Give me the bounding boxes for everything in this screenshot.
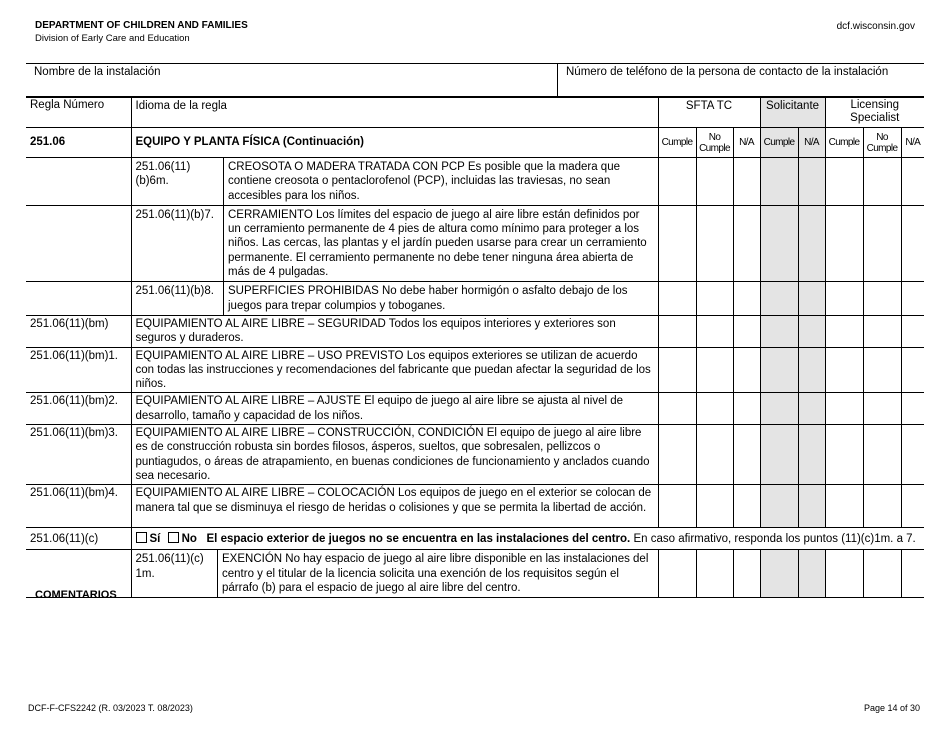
yes-label: Sí	[149, 532, 161, 545]
no-label: No	[181, 532, 197, 545]
rule-text: EQUIPAMIENTO AL AIRE LIBRE – AJUSTE El equipo de juego al aire libre se ajusta al nivel de desarrollo, tamaño y capacidad de los niños.	[131, 393, 658, 425]
table-row	[26, 282, 924, 316]
section-row	[26, 128, 924, 158]
form-id: DCF-F-CFS2242 (R. 03/2023 T. 08/2023)	[28, 703, 193, 713]
check-cell[interactable]	[901, 393, 924, 425]
applicant-na-label: N/A	[798, 128, 825, 158]
check-cell[interactable]	[825, 485, 863, 528]
rule-text: EQUIPAMIENTO AL AIRE LIBRE – COLOCACIÓN Los equipos de juego en el exterior se colocan de manera tal que se disminuya el riesgo de heridas o colisiones y que se permita la libertad de acción.	[131, 485, 658, 528]
check-cell[interactable]	[696, 315, 733, 347]
check-cell[interactable]	[760, 315, 798, 347]
rule-text: SUPERFICIES PROHIBIDAS No debe haber hormigón o asfalto debajo de los juegos para trepar columpios y toboganes.	[228, 285, 628, 312]
check-cell[interactable]	[696, 425, 733, 485]
check-cell[interactable]	[901, 315, 924, 347]
check-cell[interactable]	[733, 485, 760, 528]
check-cell[interactable]	[733, 315, 760, 347]
rule-text: EQUIPAMIENTO AL AIRE LIBRE – CONSTRUCCIÓN, CONDICIÓN El equipo de juego al aire libre es de construcción robusta sin bordes filosos, ásperos, sueltos, que sobresalen, pellizcos o puntiagudos, o áreas de atrapamiento, en buenas condiciones de funcionamiento y anclados cuando sea necesario.	[131, 425, 658, 485]
check-cell[interactable]	[696, 282, 733, 316]
check-cell[interactable]	[798, 550, 825, 598]
check-cell[interactable]	[825, 315, 863, 347]
question-text-rest: En caso afirmativo, responda los puntos (11)(c)1m. a 7.	[630, 532, 916, 545]
check-cell[interactable]	[733, 205, 760, 281]
rule-number: 251.06(11)(bm)4.	[26, 485, 131, 528]
section-title: EQUIPO Y PLANTA FÍSICA (Continuación)	[131, 128, 658, 158]
page-header	[35, 20, 248, 44]
facility-name-field[interactable]: Nombre de la instalación	[26, 64, 558, 96]
section-number: 251.06	[26, 128, 131, 158]
rule-number: 251.06(11)(bm)1.	[26, 347, 131, 393]
table-row	[26, 347, 924, 393]
check-cell[interactable]	[863, 282, 901, 316]
check-cell[interactable]	[798, 158, 825, 206]
check-cell[interactable]	[798, 425, 825, 485]
check-cell[interactable]	[658, 282, 696, 316]
table-row	[26, 158, 924, 206]
check-cell[interactable]	[798, 347, 825, 393]
check-cell[interactable]	[863, 425, 901, 485]
check-cell[interactable]	[696, 347, 733, 393]
check-cell[interactable]	[696, 205, 733, 281]
check-cell[interactable]	[825, 158, 863, 206]
check-cell[interactable]	[733, 550, 760, 598]
check-cell[interactable]	[863, 550, 901, 598]
comments-label: COMENTARIOS	[35, 589, 117, 601]
check-cell[interactable]	[733, 158, 760, 206]
rule-number: 251.06(11)(bm)3.	[26, 425, 131, 485]
check-cell[interactable]	[733, 347, 760, 393]
question-rule-number: 251.06(11)(c)	[26, 528, 131, 550]
licensing-header: Licensing Specialist	[825, 98, 924, 128]
rule-parent-number	[26, 205, 131, 281]
facility-info-row	[26, 63, 924, 98]
rule-text: EQUIPAMIENTO AL AIRE LIBRE – SEGURIDAD Todos los equipos interiores y exteriores son seguros y duraderos.	[131, 315, 658, 347]
division-name: Division of Early Care and Education	[35, 33, 190, 44]
check-cell[interactable]	[901, 282, 924, 316]
rule-parent-number	[26, 282, 131, 316]
rule-text: EXENCIÓN No hay espacio de juego al aire libre disponible en las instalaciones del centro y el titular de la licencia solicita una exención de los requisitos según el párrafo (b) para el espacio de juego al aire libre del centro.	[222, 553, 649, 594]
check-cell[interactable]	[658, 425, 696, 485]
table-row	[26, 425, 924, 485]
rule-text: CERRAMIENTO Los límites del espacio de juego al aire libre están definidos por un cerramiento permanente de 4 pies de altura como mínimo para proteger a los niños. Las cercas, las plantas y el jardín pueden usarse para crear un cerramiento permanente. El cerramiento permanente no debe tener ninguna área abierta de más de 4 pulgadas.	[228, 208, 647, 279]
table-row	[26, 485, 924, 528]
rule-number: 251.06(11)(bm)2.	[26, 393, 131, 425]
check-cell[interactable]	[760, 205, 798, 281]
sfta-na-label: N/A	[733, 128, 760, 158]
check-cell[interactable]	[658, 315, 696, 347]
check-cell[interactable]	[658, 393, 696, 425]
check-cell[interactable]	[760, 158, 798, 206]
lic-cumple-label: Cumple	[825, 128, 863, 158]
check-cell[interactable]	[863, 393, 901, 425]
check-cell[interactable]	[658, 550, 696, 598]
check-cell[interactable]	[825, 550, 863, 598]
check-cell[interactable]	[863, 158, 901, 206]
check-cell[interactable]	[658, 485, 696, 528]
check-cell[interactable]	[760, 393, 798, 425]
sfta-cumple-label: Cumple	[658, 128, 696, 158]
check-cell[interactable]	[863, 315, 901, 347]
applicant-cumple-label: Cumple	[760, 128, 798, 158]
sfta-header: SFTA TC	[658, 98, 760, 128]
check-cell[interactable]	[798, 485, 825, 528]
check-cell[interactable]	[658, 158, 696, 206]
check-cell[interactable]	[825, 205, 863, 281]
lic-no-cumple-label: No Cumple	[863, 128, 901, 158]
applicant-header: Solicitante	[760, 98, 825, 128]
check-cell[interactable]	[696, 550, 733, 598]
check-cell[interactable]	[798, 282, 825, 316]
rule-number-header: Regla Número	[26, 98, 131, 128]
facility-phone-field[interactable]: Número de teléfono de la persona de contacto de la instalación	[566, 66, 889, 78]
check-cell[interactable]	[825, 347, 863, 393]
check-cell[interactable]	[901, 347, 924, 393]
department-name: DEPARTMENT OF CHILDREN AND FAMILIES	[35, 20, 248, 31]
check-cell[interactable]	[798, 315, 825, 347]
table-row	[26, 393, 924, 425]
table-row	[26, 550, 924, 598]
check-cell[interactable]	[901, 425, 924, 485]
column-header-row	[26, 98, 924, 128]
check-cell[interactable]	[733, 393, 760, 425]
check-cell[interactable]	[798, 393, 825, 425]
check-cell[interactable]	[658, 205, 696, 281]
rule-sub-number: 251.06(11)(b)8.	[132, 282, 224, 315]
check-cell[interactable]	[760, 425, 798, 485]
check-cell[interactable]	[760, 485, 798, 528]
check-cell[interactable]	[696, 158, 733, 206]
check-cell[interactable]	[901, 158, 924, 206]
check-cell[interactable]	[901, 485, 924, 528]
rule-parent-number	[26, 158, 131, 206]
no-checkbox[interactable]	[168, 532, 179, 543]
website-link[interactable]: dcf.wisconsin.gov	[836, 21, 915, 32]
rule-text: CREOSOTA O MADERA TRATADA CON PCP Es posible que la madera que contiene creosota o pentaclorofenol (PCP), incluidas las traviesas, no sean accesibles para los niños.	[228, 161, 620, 202]
check-cell[interactable]	[760, 550, 798, 598]
check-cell[interactable]	[798, 205, 825, 281]
check-cell[interactable]	[733, 282, 760, 316]
table-row	[26, 205, 924, 281]
check-cell[interactable]	[825, 425, 863, 485]
rule-language-header: Idioma de la regla	[131, 98, 658, 128]
check-cell[interactable]	[863, 205, 901, 281]
check-cell[interactable]	[760, 282, 798, 316]
check-cell[interactable]	[760, 347, 798, 393]
check-cell[interactable]	[825, 393, 863, 425]
rule-number: 251.06(11)(bm)	[26, 315, 131, 347]
check-cell[interactable]	[696, 393, 733, 425]
check-cell[interactable]	[863, 485, 901, 528]
table-row	[26, 315, 924, 347]
sfta-no-cumple-label: No Cumple	[696, 128, 733, 158]
lic-na-label: N/A	[901, 128, 924, 158]
page-number: Page 14 of 30	[863, 703, 920, 713]
check-cell[interactable]	[901, 205, 924, 281]
rules-checklist-table	[26, 97, 924, 598]
check-cell[interactable]	[696, 485, 733, 528]
question-cell	[131, 528, 924, 550]
check-cell[interactable]	[825, 282, 863, 316]
question-row	[26, 528, 924, 550]
check-cell[interactable]	[733, 425, 760, 485]
rule-sub-number: 251.06(11)(c) 1m.	[132, 550, 218, 597]
rule-text: EQUIPAMIENTO AL AIRE LIBRE – USO PREVISTO Los equipos exteriores se utilizan de acuerdo con todas las instrucciones y recomendaciones del fabricante que puedan afectar la seguridad de los niños.	[131, 347, 658, 393]
question-text-bold: El espacio exterior de juegos no se encuentra en las instalaciones del centro.	[206, 532, 631, 545]
check-cell[interactable]	[863, 347, 901, 393]
check-cell[interactable]	[901, 550, 924, 598]
check-cell[interactable]	[658, 347, 696, 393]
rule-sub-number: 251.06(11)(b)6m.	[132, 158, 224, 205]
yes-checkbox[interactable]	[136, 532, 147, 543]
rule-sub-number: 251.06(11)(b)7.	[132, 206, 224, 281]
